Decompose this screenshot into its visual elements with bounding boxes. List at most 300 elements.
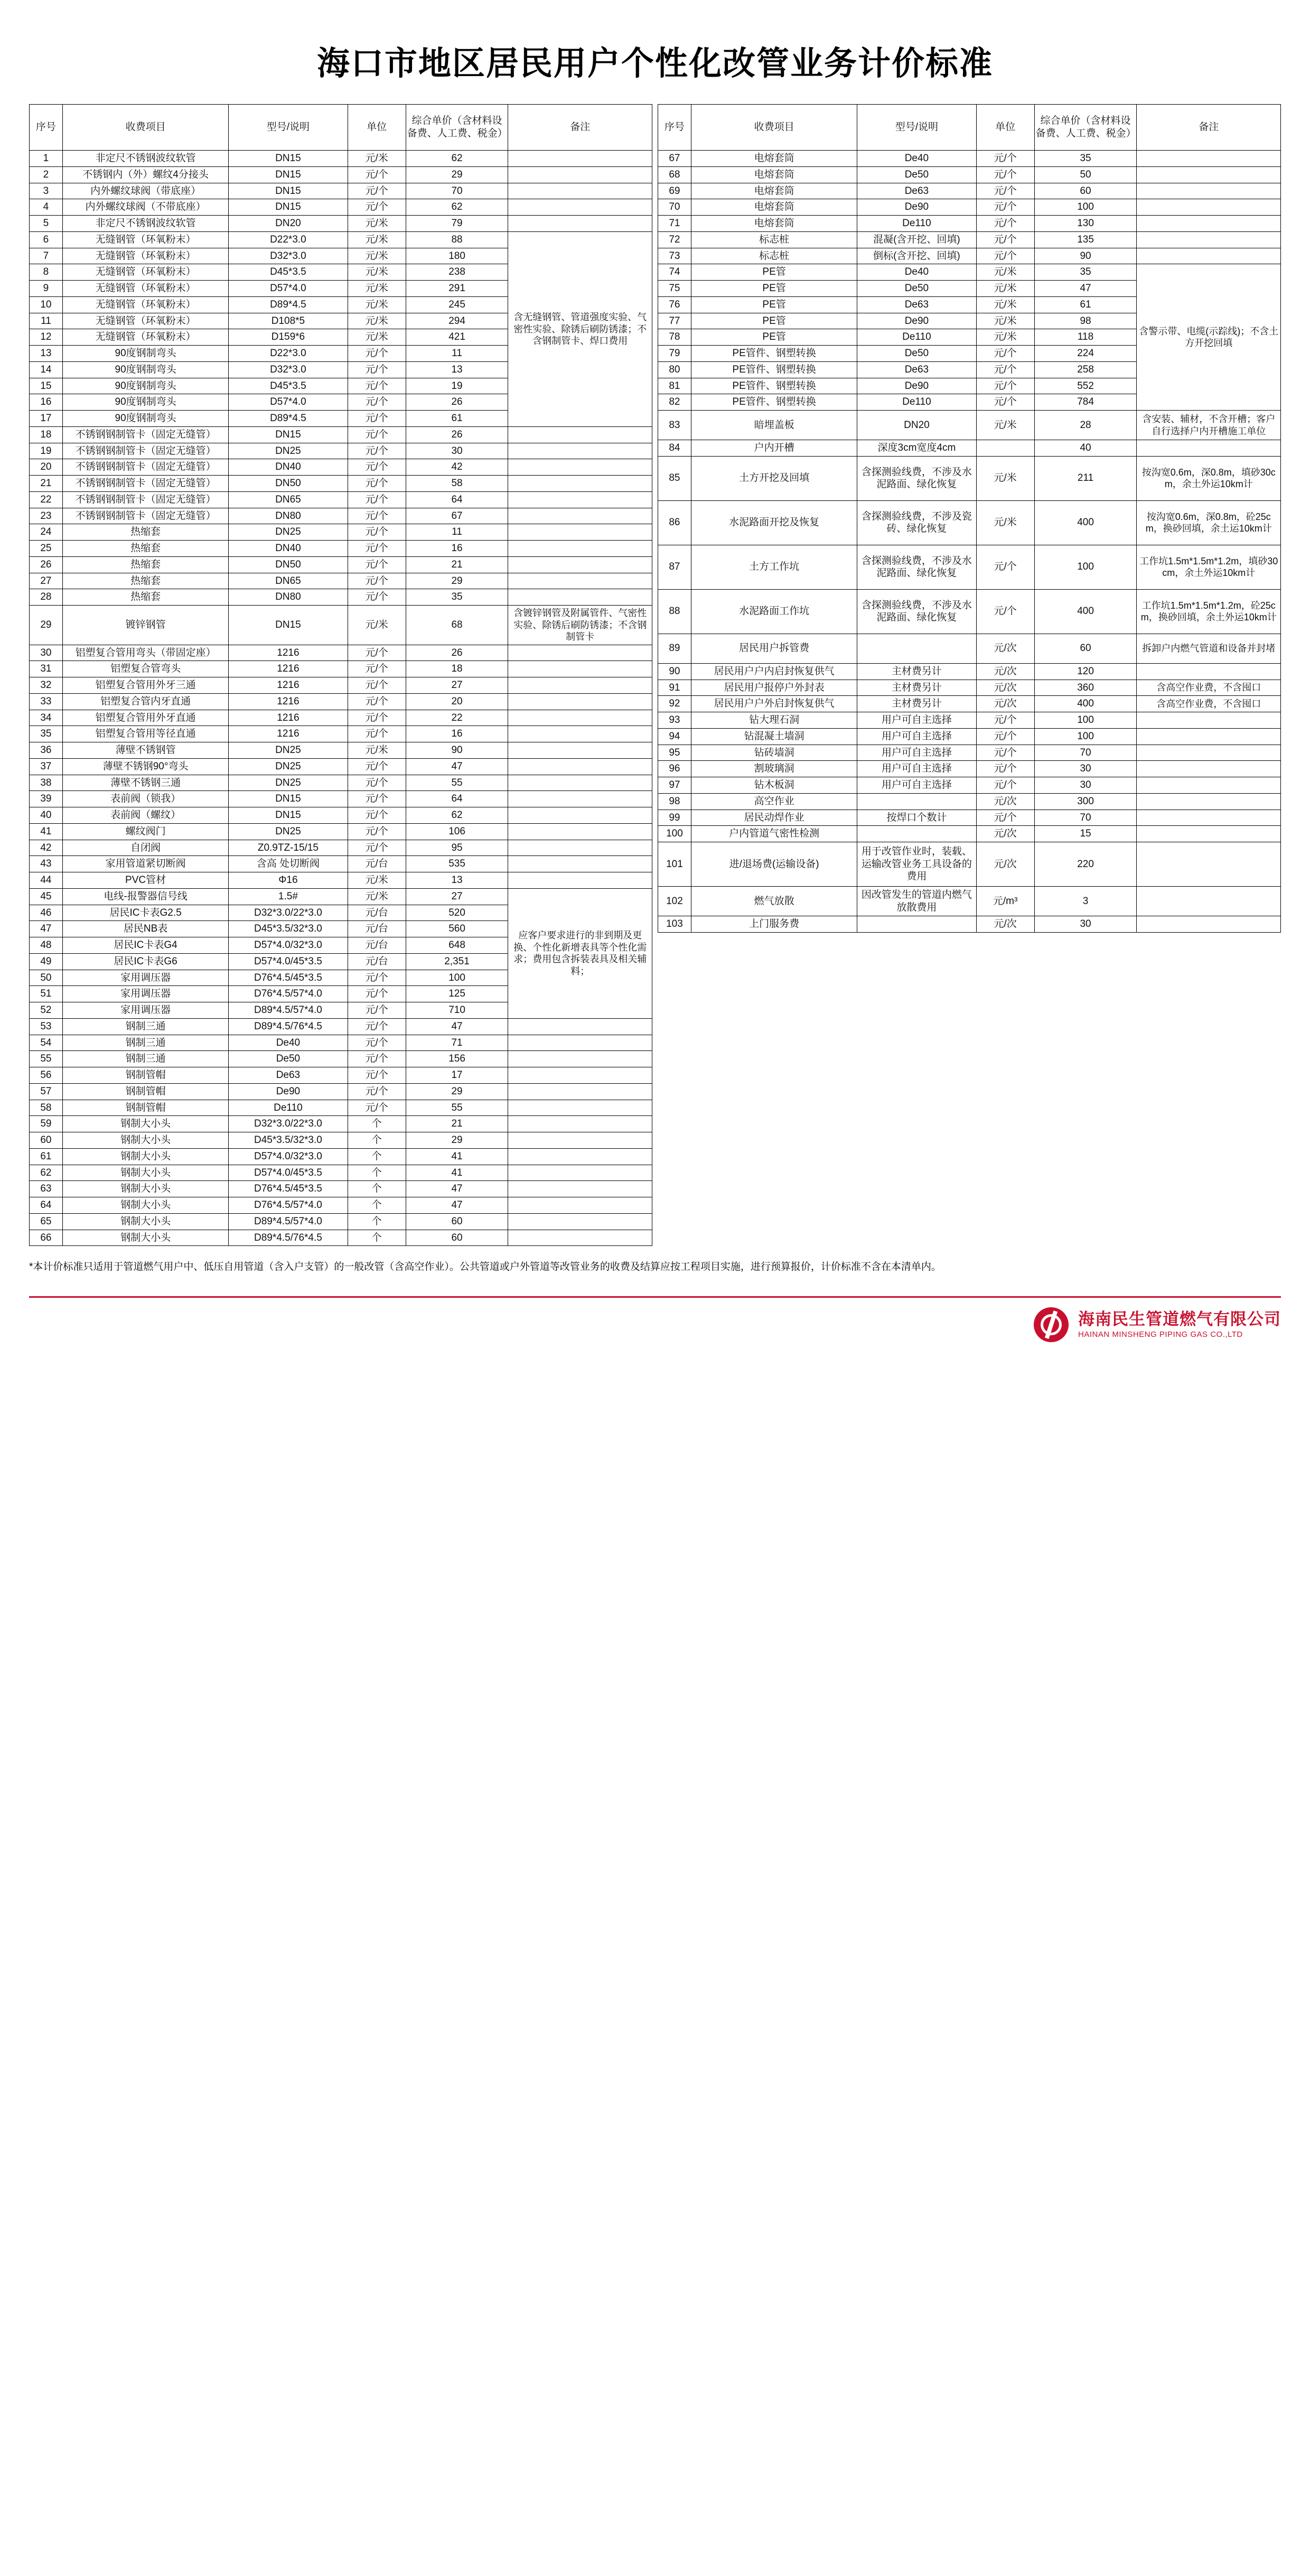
cell-price: 30 (1034, 916, 1137, 933)
cell-price: 50 (1034, 166, 1137, 183)
cell-remark (1137, 216, 1281, 232)
table-row (30, 840, 652, 856)
cell-model: DN25 (229, 823, 348, 840)
cell-unit: 元/米 (348, 248, 406, 264)
cell-item: 标志桩 (691, 231, 857, 248)
cell-unit: 个 (348, 1230, 406, 1246)
cell-no: 90 (658, 663, 691, 680)
cell-model: D89*4.5/57*4.0 (229, 1002, 348, 1019)
cell-item: 居民NB表 (62, 921, 228, 937)
cell-unit: 元/米 (348, 264, 406, 281)
cell-item: 镀锌钢管 (62, 606, 228, 645)
header-no: 序号 (30, 105, 63, 151)
header-unit: 单位 (348, 105, 406, 151)
table-row (658, 589, 1281, 634)
cell-price: 120 (1034, 663, 1137, 680)
cell-model: 1216 (229, 726, 348, 742)
cell-remark (508, 508, 652, 524)
cell-price: 47 (1034, 281, 1137, 297)
company-logo-icon (1034, 1307, 1069, 1342)
cell-remark (508, 443, 652, 459)
cell-price: 245 (406, 296, 508, 313)
cell-item: 钻砖墙洞 (691, 745, 857, 761)
cell-remark (508, 426, 652, 443)
cell-model: 主材费另计 (857, 696, 976, 712)
cell-unit: 元/米 (976, 456, 1034, 500)
cell-item: PE管 (691, 329, 857, 346)
cell-item: 电熔套筒 (691, 199, 857, 216)
cell-no: 59 (30, 1116, 63, 1132)
cell-item: 表前阀（锁我） (62, 791, 228, 807)
cell-price: 16 (406, 726, 508, 742)
cell-no: 66 (30, 1230, 63, 1246)
cell-unit: 元/米 (348, 742, 406, 759)
cell-unit: 元/台 (348, 856, 406, 872)
cell-item: 热缩套 (62, 524, 228, 541)
cell-remark (508, 1181, 652, 1197)
cell-unit: 元/个 (976, 166, 1034, 183)
cell-no: 19 (30, 443, 63, 459)
cell-no: 58 (30, 1100, 63, 1116)
cell-no: 11 (30, 313, 63, 329)
cell-price: 300 (1034, 793, 1137, 810)
cell-price: 70 (1034, 810, 1137, 826)
cell-remark (508, 183, 652, 199)
header-model: 型号/说明 (229, 105, 348, 151)
cell-price: 42 (406, 459, 508, 476)
table-row (30, 491, 652, 508)
cell-price: 20 (406, 693, 508, 710)
cell-price: 62 (406, 199, 508, 216)
cell-remark (508, 1197, 652, 1214)
cell-remark (508, 856, 652, 872)
cell-item: 钻大理石洞 (691, 712, 857, 729)
cell-item: 钢制三通 (62, 1018, 228, 1035)
cell-price: 29 (406, 1083, 508, 1100)
cell-no: 35 (30, 726, 63, 742)
cell-item: PE管 (691, 313, 857, 329)
table-row (30, 693, 652, 710)
cell-unit: 元/米 (348, 216, 406, 232)
cell-item: 标志桩 (691, 248, 857, 264)
cell-model: 含探测验线费，不涉及水泥路面、绿化恢复 (857, 545, 976, 589)
cell-unit: 元/个 (976, 183, 1034, 199)
cell-unit: 元/个 (976, 231, 1034, 248)
cell-no: 28 (30, 589, 63, 606)
cell-remark (508, 1116, 652, 1132)
cell-item: 割玻璃洞 (691, 761, 857, 777)
cell-no: 4 (30, 199, 63, 216)
table-row (30, 216, 652, 232)
cell-model: D45*3.5/32*3.0 (229, 921, 348, 937)
header-price: 综合单价（含材料设备费、人工费、税金） (1034, 105, 1137, 151)
table-row (30, 1018, 652, 1035)
cell-model: D76*4.5/57*4.0 (229, 1197, 348, 1214)
table-row (30, 476, 652, 492)
header-no: 序号 (658, 105, 691, 151)
table-row (30, 1083, 652, 1100)
cell-model: 因改管发生的管道内燃气放散费用 (857, 887, 976, 916)
cell-model: D32*3.0/22*3.0 (229, 1116, 348, 1132)
cell-price: 710 (406, 1002, 508, 1019)
cell-no: 29 (30, 606, 63, 645)
cell-unit: 元/个 (976, 216, 1034, 232)
cell-unit: 元/个 (348, 199, 406, 216)
table-row (30, 1116, 652, 1132)
cell-unit: 元/次 (976, 680, 1034, 696)
cell-price: 552 (1034, 378, 1137, 394)
cell-price: 291 (406, 281, 508, 297)
cell-model: De63 (857, 296, 976, 313)
cell-item: 铝塑复合管弯头 (62, 661, 228, 677)
cell-unit: 元/个 (348, 823, 406, 840)
table-row (30, 872, 652, 889)
cell-model: 1216 (229, 677, 348, 694)
cell-model: DN15 (229, 199, 348, 216)
cell-remark (508, 1035, 652, 1051)
cell-unit: 元/台 (348, 921, 406, 937)
cell-unit: 元/米 (348, 313, 406, 329)
cell-item: 热缩套 (62, 556, 228, 573)
cell-no: 45 (30, 888, 63, 905)
cell-remark (1137, 777, 1281, 794)
cell-remark (1137, 810, 1281, 826)
cell-item: 电熔套筒 (691, 166, 857, 183)
cell-price: 62 (406, 151, 508, 167)
cell-item: 电熔套筒 (691, 216, 857, 232)
cell-unit: 元/个 (348, 411, 406, 427)
table-row (658, 712, 1281, 729)
cell-model: 1216 (229, 661, 348, 677)
table-row (658, 663, 1281, 680)
cell-price: 30 (1034, 777, 1137, 794)
cell-unit: 元/个 (348, 661, 406, 677)
cell-item: 90度钢制弯头 (62, 378, 228, 394)
cell-unit: 元/个 (348, 573, 406, 589)
table-row (30, 589, 652, 606)
cell-price: 11 (406, 346, 508, 362)
cell-remark (508, 1132, 652, 1149)
cell-unit: 元/个 (976, 346, 1034, 362)
cell-price: 64 (406, 491, 508, 508)
table-row (30, 710, 652, 726)
table-row (30, 661, 652, 677)
cell-no: 46 (30, 905, 63, 921)
cell-remark (1137, 248, 1281, 264)
cell-price: 35 (406, 589, 508, 606)
cell-model: D76*4.5/45*3.5 (229, 1181, 348, 1197)
table-row (30, 541, 652, 557)
cell-price: 27 (406, 677, 508, 694)
cell-remark (508, 556, 652, 573)
cell-remark (508, 1165, 652, 1181)
cell-model: DN25 (229, 524, 348, 541)
cell-remark (508, 726, 652, 742)
cell-unit: 元/m³ (976, 887, 1034, 916)
cell-item: 90度钢制弯头 (62, 394, 228, 411)
cell-no: 3 (30, 183, 63, 199)
cell-price: 30 (406, 443, 508, 459)
cell-unit: 个 (348, 1132, 406, 1149)
cell-model: DN15 (229, 807, 348, 824)
cell-no: 12 (30, 329, 63, 346)
cell-no: 68 (658, 166, 691, 183)
cell-unit: 元/米 (976, 411, 1034, 440)
cell-remark (508, 1018, 652, 1035)
cell-no: 23 (30, 508, 63, 524)
cell-remark (1137, 761, 1281, 777)
cell-item: PE管件、钢塑转换 (691, 378, 857, 394)
cell-item: 电线-报警器信号线 (62, 888, 228, 905)
cell-unit: 元/米 (976, 329, 1034, 346)
table-row (658, 231, 1281, 248)
cell-item: 铝塑复合管用外牙三通 (62, 677, 228, 694)
cell-model: D89*4.5/76*4.5 (229, 1018, 348, 1035)
cell-no: 9 (30, 281, 63, 297)
cell-no: 31 (30, 661, 63, 677)
table-row (658, 151, 1281, 167)
table-row (658, 916, 1281, 933)
cell-unit: 元/米 (976, 313, 1034, 329)
cell-no: 22 (30, 491, 63, 508)
cell-price: 400 (1034, 589, 1137, 634)
cell-price: 62 (406, 807, 508, 824)
cell-unit: 元/个 (976, 199, 1034, 216)
header-remark: 备注 (508, 105, 652, 151)
cell-item: 薄壁不锈钢90°弯头 (62, 758, 228, 775)
cell-model: DN15 (229, 606, 348, 645)
cell-unit: 个 (348, 1148, 406, 1165)
cell-item: 家用管道紧切断阀 (62, 856, 228, 872)
cell-price: 95 (406, 840, 508, 856)
cell-remark (508, 1213, 652, 1230)
footnote: *本计价标准只适用于管道燃气用户中、低压自用管道（含入户支管）的一般改管（含高空作业）。公共管道或户外管道等改管业务的收费及结算应按工程项目实施，进行预算报价，计价标准不含在本清单内。 (29, 1261, 941, 1273)
cell-price: 58 (406, 476, 508, 492)
cell-remark (508, 693, 652, 710)
cell-item: 燃气放散 (691, 887, 857, 916)
cell-no: 62 (30, 1165, 63, 1181)
cell-unit: 元/个 (348, 459, 406, 476)
cell-model: DN25 (229, 758, 348, 775)
cell-price: 118 (1034, 329, 1137, 346)
cell-price: 68 (406, 606, 508, 645)
cell-unit: 元/个 (348, 1018, 406, 1035)
cell-no: 53 (30, 1018, 63, 1035)
cell-item: 暗埋盖板 (691, 411, 857, 440)
cell-remark (1137, 151, 1281, 167)
cell-no: 88 (658, 589, 691, 634)
cell-remark (508, 840, 652, 856)
cell-unit: 元/个 (348, 541, 406, 557)
cell-item: 热缩套 (62, 589, 228, 606)
cell-remark (508, 541, 652, 557)
cell-model: D32*3.0 (229, 361, 348, 378)
cell-price: 100 (406, 970, 508, 986)
cell-model: DN65 (229, 491, 348, 508)
cell-unit: 元/个 (976, 248, 1034, 264)
cell-item: PE管件、钢塑转换 (691, 346, 857, 362)
cell-remark (1137, 166, 1281, 183)
cell-unit: 元/台 (348, 953, 406, 970)
cell-unit: 元/个 (348, 508, 406, 524)
cell-unit: 元/个 (348, 443, 406, 459)
cell-model: 1216 (229, 645, 348, 661)
cell-model: D45*3.5 (229, 378, 348, 394)
cell-price: 98 (1034, 313, 1137, 329)
cell-remark (1137, 440, 1281, 457)
cell-no: 51 (30, 986, 63, 1002)
cell-item: PE管件、钢塑转换 (691, 394, 857, 411)
cell-model (857, 634, 976, 663)
cell-item: 钢制大小头 (62, 1116, 228, 1132)
cell-remark: 含警示带、电缆(示踪线)；不含土方开挖回填 (1137, 264, 1281, 411)
cell-price: 16 (406, 541, 508, 557)
table-row (30, 443, 652, 459)
cell-remark: 含无缝钢管、管道强度实验、气密性实验、除锈后刷防锈漆；不含钢制管卡、焊口费用 (508, 231, 652, 426)
cell-price: 13 (406, 872, 508, 889)
cell-item: 无缝钢管（环氧粉末） (62, 231, 228, 248)
cell-price: 35 (1034, 151, 1137, 167)
cell-unit: 元/米 (348, 296, 406, 313)
cell-model: 含探测验线费，不涉及水泥路面、绿化恢复 (857, 456, 976, 500)
cell-model: De40 (229, 1035, 348, 1051)
cell-no: 71 (658, 216, 691, 232)
table-row (30, 645, 652, 661)
cell-remark: 应客户要求进行的非到期及更换、个性化新增表具等个性化需求；费用包含拆装表具及相关辅料； (508, 888, 652, 1018)
cell-no: 103 (658, 916, 691, 933)
cell-remark (508, 775, 652, 791)
cell-model: D89*4.5/57*4.0 (229, 1213, 348, 1230)
cell-item: 铝塑复合管用弯头（带固定座） (62, 645, 228, 661)
cell-unit: 个 (348, 1116, 406, 1132)
cell-price: 100 (1034, 712, 1137, 729)
table-row (658, 761, 1281, 777)
cell-price: 55 (406, 775, 508, 791)
cell-model: DN25 (229, 742, 348, 759)
cell-item: 表前阀（螺纹） (62, 807, 228, 824)
cell-unit: 元/个 (348, 524, 406, 541)
cell-model: D57*4.0/32*3.0 (229, 937, 348, 954)
cell-no: 24 (30, 524, 63, 541)
cell-model: 深度3cm宽度4cm (857, 440, 976, 457)
table-row (30, 151, 652, 167)
cell-item: 高空作业 (691, 793, 857, 810)
cell-remark (508, 742, 652, 759)
cell-item: 薄壁不锈钢三通 (62, 775, 228, 791)
cell-model: De63 (857, 361, 976, 378)
cell-no: 89 (658, 634, 691, 663)
cell-item: 水泥路面工作坑 (691, 589, 857, 634)
cell-unit: 元/个 (348, 807, 406, 824)
cell-item: 铝塑复合管内牙直通 (62, 693, 228, 710)
cell-no: 97 (658, 777, 691, 794)
cell-no: 95 (658, 745, 691, 761)
cell-unit: 元/个 (348, 476, 406, 492)
table-row (658, 440, 1281, 457)
cell-no: 27 (30, 573, 63, 589)
cell-unit: 元/个 (976, 777, 1034, 794)
cell-price: 88 (406, 231, 508, 248)
table-header-row (30, 105, 652, 151)
cell-model: 用户可自主选择 (857, 728, 976, 745)
table-row (30, 508, 652, 524)
cell-model: DN25 (229, 443, 348, 459)
cell-model: DN20 (857, 411, 976, 440)
cell-remark (508, 645, 652, 661)
cell-model: DN15 (229, 151, 348, 167)
cell-no: 91 (658, 680, 691, 696)
cell-model: 按焊口个数计 (857, 810, 976, 826)
table-row (658, 728, 1281, 745)
cell-item: PE管 (691, 281, 857, 297)
cell-model: 含探测验线费，不涉及瓷砖、绿化恢复 (857, 500, 976, 545)
cell-item: PE管 (691, 264, 857, 281)
cell-item: 无缝钢管（环氧粉末） (62, 264, 228, 281)
cell-no: 65 (30, 1213, 63, 1230)
cell-item: 薄壁不锈钢管 (62, 742, 228, 759)
cell-remark: 拆卸户内燃气管道和设备并封堵 (1137, 634, 1281, 663)
cell-price: 28 (1034, 411, 1137, 440)
table-row (30, 573, 652, 589)
page-footer (29, 1296, 1281, 1358)
cell-model: De110 (857, 394, 976, 411)
cell-price: 29 (406, 166, 508, 183)
cell-price: 41 (406, 1165, 508, 1181)
cell-item: 钢制大小头 (62, 1181, 228, 1197)
cell-price: 41 (406, 1148, 508, 1165)
cell-no: 8 (30, 264, 63, 281)
cell-model: 主材费另计 (857, 663, 976, 680)
table-row (30, 231, 652, 248)
cell-no: 64 (30, 1197, 63, 1214)
cell-remark (1137, 745, 1281, 761)
cell-no: 37 (30, 758, 63, 775)
cell-remark: 含安装、辅材，不含开槽；客户自行选择户内开槽施工单位 (1137, 411, 1281, 440)
cell-no: 21 (30, 476, 63, 492)
cell-remark (1137, 663, 1281, 680)
cell-no: 101 (658, 842, 691, 887)
cell-unit: 元/个 (348, 645, 406, 661)
cell-item: 居民动焊作业 (691, 810, 857, 826)
cell-no: 82 (658, 394, 691, 411)
cell-item: 居民用户户内启封恢复供气 (691, 663, 857, 680)
cell-no: 42 (30, 840, 63, 856)
cell-unit: 元/米 (348, 281, 406, 297)
cell-price: 15 (1034, 826, 1137, 842)
cell-no: 94 (658, 728, 691, 745)
cell-unit: 元/个 (348, 840, 406, 856)
cell-model: 含高 处切断阀 (229, 856, 348, 872)
cell-model: D159*6 (229, 329, 348, 346)
table-row (30, 1181, 652, 1197)
table-row (658, 842, 1281, 887)
cell-item: 钻木板洞 (691, 777, 857, 794)
cell-model: De50 (857, 281, 976, 297)
cell-price: 2,351 (406, 953, 508, 970)
table-row (30, 1035, 652, 1051)
table-row (30, 166, 652, 183)
header-item: 收费项目 (691, 105, 857, 151)
cell-item: 电熔套筒 (691, 183, 857, 199)
cell-price: 27 (406, 888, 508, 905)
table-row (30, 677, 652, 694)
cell-no: 49 (30, 953, 63, 970)
cell-unit: 元/个 (348, 166, 406, 183)
cell-model: D89*4.5 (229, 296, 348, 313)
table-row (30, 1067, 652, 1084)
table-row (30, 1165, 652, 1181)
cell-model: De50 (857, 166, 976, 183)
